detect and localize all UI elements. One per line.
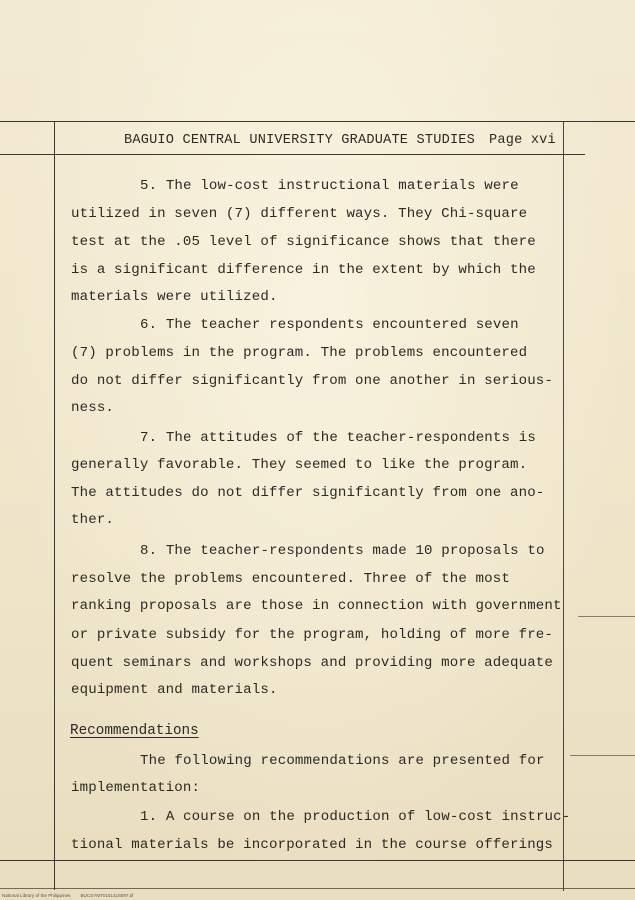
body-line: utilized in seven (7) different ways. They Chi-square	[71, 206, 528, 222]
running-header	[124, 133, 556, 148]
body-line: test at the .05 level of significance shows that there	[71, 234, 536, 250]
body-line: ther.	[71, 512, 115, 528]
right-tick-2	[570, 755, 635, 756]
body-line: resolve the problems encountered. Three of the most	[71, 571, 510, 587]
body-line: is a significant difference in the extent by which the	[71, 262, 536, 278]
body-line: (7) problems in the program. The problems encountered	[71, 345, 528, 361]
recommendation-line: The following recommendations are presented for	[140, 753, 545, 769]
body-line: The attitudes do not differ significantly from one ano-	[71, 485, 545, 501]
recommendation-line: 1. A course on the production of low-cost instruc-	[140, 809, 571, 825]
body-line: 6. The teacher respondents encountered seven	[140, 317, 519, 333]
body-line: ranking proposals are those in connection with government	[71, 598, 562, 614]
bottom-rule	[0, 860, 635, 861]
right-margin-rule	[563, 121, 564, 891]
body-line: equipment and materials.	[71, 682, 278, 698]
left-margin-rule	[54, 121, 55, 890]
body-line: ness.	[71, 400, 115, 416]
page-number: Page xvi	[489, 133, 556, 148]
body-line: 5. The low-cost instructional materials were	[140, 178, 519, 194]
scan-footer	[2, 893, 143, 898]
bottom-rule-lower	[0, 888, 635, 889]
body-line: 7. The attitudes of the teacher-respondents is	[140, 430, 536, 446]
body-line: do not differ significantly from one another in serious-	[71, 373, 554, 389]
body-line: quent seminars and workshops and providing more adequate	[71, 655, 554, 671]
body-line: 8. The teacher-respondents made 10 proposals to	[140, 543, 545, 559]
body-line: generally favorable. They seemed to like the program.	[71, 457, 528, 473]
header-title: BAGUIO CENTRAL UNIVERSITY GRADUATE STUDIES	[124, 133, 476, 148]
footer-library: National Library of the Philippines	[2, 893, 71, 898]
body-line: or private subsidy for the program, holding of more fre-	[71, 627, 554, 643]
footer-id: BUCSYMT0151416097.tif	[80, 893, 134, 898]
recommendations-heading: Recommendations	[70, 723, 199, 739]
body-line: materials were utilized.	[71, 289, 278, 305]
top-rule-outer	[0, 121, 635, 122]
recommendation-line: tional materials be incorporated in the course offerings	[71, 837, 554, 853]
recommendation-line: implementation:	[71, 780, 201, 796]
header-bottom-rule	[0, 154, 585, 155]
right-tick-1	[578, 616, 635, 617]
